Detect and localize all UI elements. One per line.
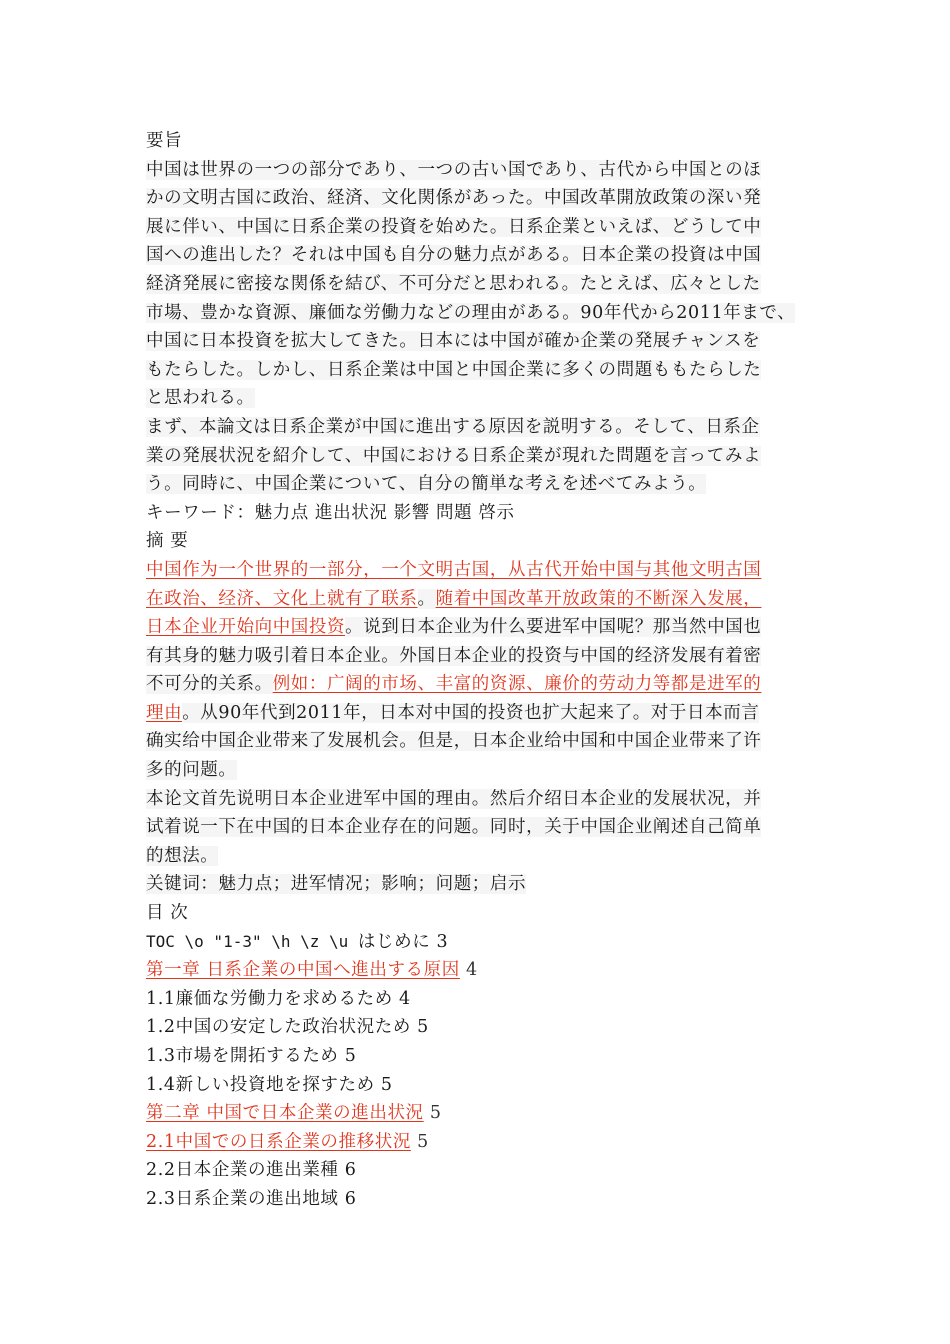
chinese-abstract-line [146, 642, 836, 671]
toc-entry-section[interactable]: 2.3日系企業の進出地域 6 [146, 1188, 357, 1209]
chinese-abstract-text: 的想法。 [146, 845, 219, 866]
japanese-abstract-line [146, 356, 836, 385]
japanese-abstract-text: 中国は世界の一つの部分であり、一つの古い国であり、古代から中国とのほ [146, 159, 762, 180]
japanese-abstract-title: 要旨 [146, 131, 183, 151]
japanese-abstract-text: 中国に日本投資を拡大してきた。日本には中国が確か企業の発展チャンスを [146, 331, 761, 352]
chinese-abstract-line [146, 813, 836, 842]
toc-entry-section[interactable] [146, 1128, 836, 1157]
japanese-abstract-line [146, 442, 836, 471]
toc-page-number: 5 [423, 1103, 442, 1124]
chinese-abstract-line [146, 670, 836, 699]
japanese-abstract-text: もたらした。しかし、日系企業は中国と中国企業に多くの問題ももたらした [146, 359, 762, 380]
chinese-abstract-text: 。说到日本企业为什么要进军中国呢？那当然中国也 [345, 617, 762, 638]
japanese-abstract-text: 業の発展状況を紹介して、中国における日系企業が現れた問題を言ってみよ [146, 445, 762, 466]
toc-entry-intro[interactable] [146, 928, 836, 957]
japanese-abstract-text: 経済発展に密接な関係を結び、不可分だと思われる。たとえば、広々とした [146, 273, 761, 294]
toc-entry-section[interactable]: 1.2中国の安定した政治状況ため 5 [146, 1017, 429, 1038]
japanese-abstract-text: 国への進出した？それは中国も自分の魅力点がある。日本企業の投資は中国 [146, 245, 762, 266]
japanese-abstract-text: と思われる。 [146, 388, 255, 409]
toc-entry-section[interactable]: 1.4新しい投資地を探すため 5 [146, 1074, 393, 1095]
chinese-abstract-line [146, 556, 836, 585]
chinese-keywords [146, 870, 836, 899]
highlighted-text: 中国作为一个世界的一部分，一个文明古国，从古代开始中国与其他文明古国 [146, 559, 762, 580]
japanese-abstract-line [146, 241, 836, 270]
chinese-abstract-line [146, 785, 836, 814]
chinese-abstract-text: 试着说一下在中国的日本企业存在的问题。同时，关于中国企业阐述自己简单 [146, 817, 762, 838]
japanese-abstract-text: まず、本論文は日系企業が中国に進出する原因を説明する。そして、日系企 [146, 416, 760, 437]
chinese-abstract-line [146, 585, 836, 614]
japanese-abstract-line [146, 156, 836, 185]
document-page [146, 127, 836, 1214]
toc-entry-chapter1[interactable] [146, 956, 836, 985]
japanese-abstract-text: 市場、豊かな資源、廉価な労働力などの理由がある。90年代から2011年まで、 [146, 302, 796, 323]
japanese-keywords: キーワード：魅力点 進出状況 影響 問題 啓示 [146, 502, 515, 523]
japanese-abstract-line [146, 184, 836, 213]
japanese-abstract-text: う。同時に、中国企業について、自分の簡単な考えを述べてみよう。 [146, 474, 707, 495]
chinese-abstract-text: 确实给中国企业带来了发展机会。但是，日本企业给中国和中国企业带来了许 [146, 731, 762, 752]
japanese-abstract-line [146, 384, 836, 413]
japanese-abstract-line [146, 470, 836, 499]
chinese-abstract-line [146, 727, 836, 756]
chinese-abstract-text: 。 [417, 588, 436, 609]
chinese-abstract-line [146, 699, 836, 728]
chinese-keywords-text: 关键词：魅力点；进军情况；影响；问题；启示 [146, 874, 527, 895]
japanese-abstract-text: かの文明古国に政治、経済、文化関係があった。中国改革開放政策の深い発 [146, 188, 762, 209]
toc-field-code: TOC \o "1-3" \h \z \u [146, 931, 358, 951]
chinese-abstract-text: 多的问题。 [146, 760, 237, 781]
toc-entry-section[interactable]: 1.1廉価な労働力を求めるため 4 [146, 988, 411, 1009]
chinese-abstract-text: 本论文首先说明日本企业进军中国的理由。然后介绍日本企业的发展状况，并 [146, 788, 762, 809]
chinese-abstract-text: 。从90年代到2011年，日本对中国的投资也扩大起来了。对于日本而言 [182, 702, 760, 723]
highlighted-text: 日本企业开始向中国投资 [146, 617, 346, 638]
japanese-abstract-line [146, 299, 836, 328]
toc-page-number: 5 [410, 1131, 429, 1152]
toc-title: 目 次 [146, 903, 189, 924]
toc-link[interactable]: 2.1中国での日系企業の推移状況 [146, 1131, 411, 1152]
toc-entry-section[interactable]: 1.3市場を開拓するため 5 [146, 1046, 357, 1066]
chinese-abstract-text: 不可分的关系。 [146, 674, 273, 695]
japanese-abstract-line [146, 270, 836, 299]
toc-entry-section[interactable]: 2.2日本企業の進出業種 6 [146, 1160, 357, 1181]
japanese-abstract-line [146, 213, 836, 242]
chinese-abstract-line [146, 756, 836, 785]
chinese-abstract-text: 有其身的魅力吸引着日本企业。外国日本企业的投资与中国的经济发展有着密 [146, 645, 762, 666]
toc-entry-label: はじめに 3 [357, 931, 449, 952]
toc-page-number: 4 [459, 960, 478, 981]
highlighted-text: 理由 [146, 702, 183, 723]
japanese-abstract-text: 展に伴い、中国に日系企業の投資を始めた。日系企業といえば、どうして中 [146, 216, 762, 237]
highlighted-text: 随着中国改革开放政策的不断深入发展， [435, 588, 762, 609]
chinese-abstract-title: 摘 要 [146, 531, 189, 552]
toc-entry-chapter2[interactable] [146, 1099, 836, 1128]
toc-link[interactable]: 第一章 日系企業の中国へ進出する原因 [146, 960, 460, 981]
toc-link[interactable]: 第二章 中国で日本企業の進出状況 [146, 1103, 424, 1124]
highlighted-text: 在政治、经济、文化上就有了联系 [146, 588, 418, 609]
japanese-abstract-line [146, 327, 836, 356]
chinese-abstract-line [146, 842, 836, 871]
japanese-abstract-line [146, 413, 836, 442]
highlighted-text: 例如：广阔的市场、丰富的资源、廉价的劳动力等都是进军的 [272, 674, 762, 695]
chinese-abstract-line [146, 613, 836, 642]
